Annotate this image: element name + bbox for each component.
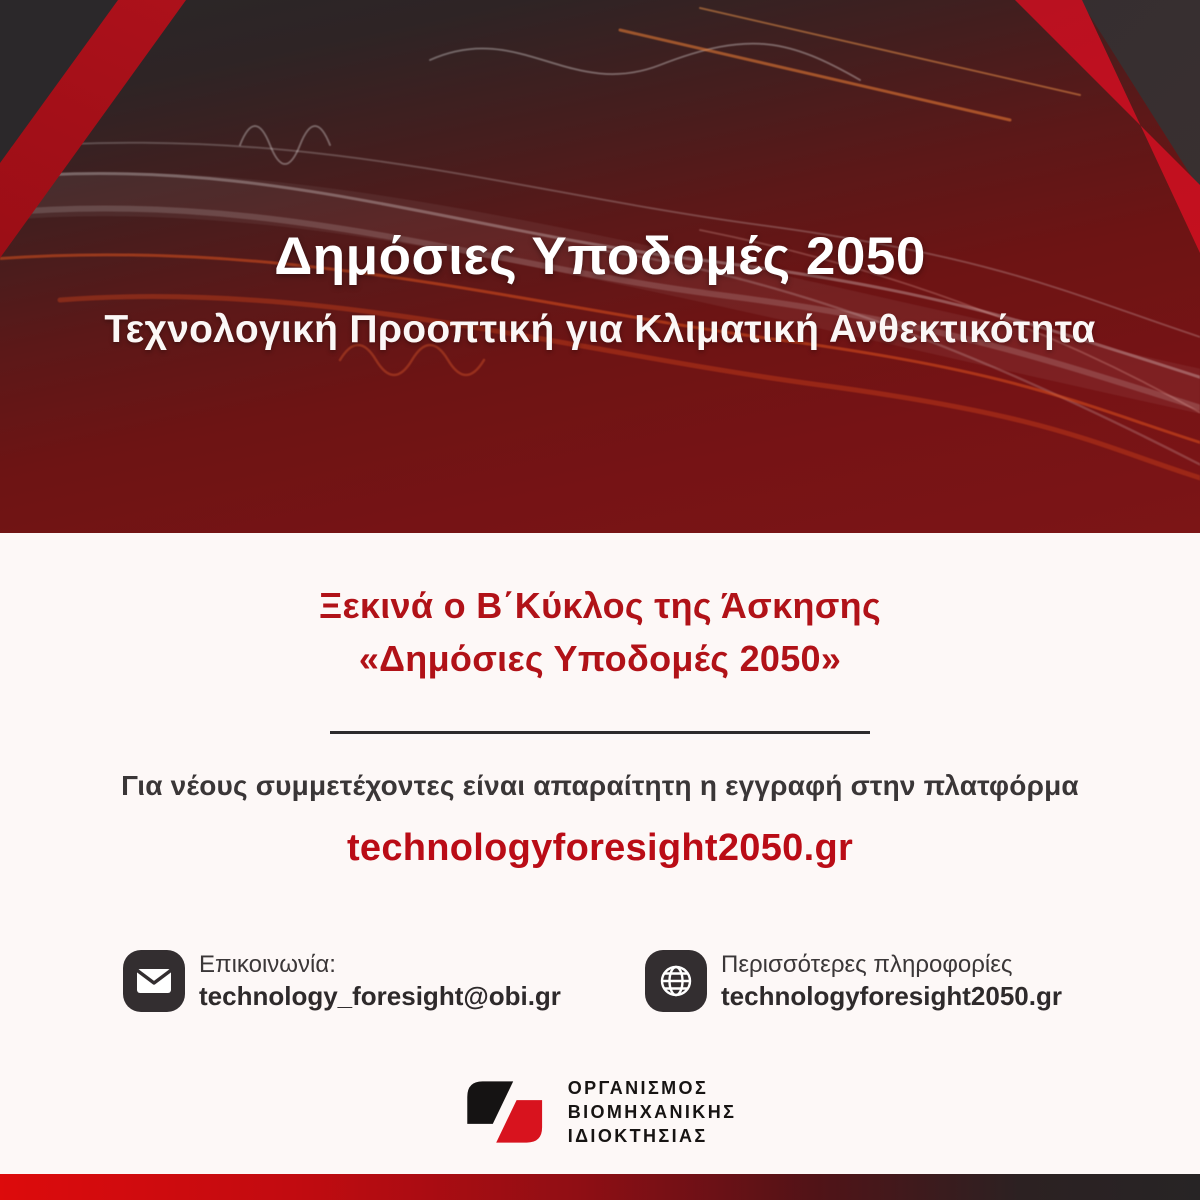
contact-email-text (199, 950, 561, 1012)
obi-logo-text-line1: ΟΡΓΑΝΙΣΜΟΣ (567, 1078, 709, 1098)
obi-logo-mark (464, 1078, 546, 1146)
contact-email-block (123, 950, 561, 1012)
obi-logo-text-line3: ΙΔΙΟΚΤΗΣΙΑΣ (567, 1126, 708, 1146)
contact-website-label: Περισσότερες πληροφορίες (721, 951, 1013, 978)
announcement-heading (0, 579, 1200, 685)
announcement-line2: «Δημόσιες Υποδομές 2050» (358, 638, 842, 679)
contact-email-label: Επικοινωνία: (199, 951, 336, 978)
obi-logo-text (568, 1076, 737, 1148)
announcement-line1: Ξεκινά ο Β΄Κύκλος της Άσκησης (319, 585, 881, 626)
hero-subtitle: Τεχνολογική Προοπτική για Κλιματική Ανθεκτικότητα (104, 308, 1096, 351)
contact-website-value[interactable]: technologyforesight2050.gr (721, 981, 1062, 1011)
hero-title: Δημόσιες Υποδομές 2050 (274, 227, 926, 286)
contact-email-value[interactable]: technology_foresight@obi.gr (199, 981, 561, 1011)
obi-logo-text-line2: ΒΙΟΜΗΧΑΝΙΚΗΣ (567, 1102, 737, 1122)
globe-icon (645, 950, 707, 1012)
bottom-accent-bar (0, 1174, 1200, 1200)
hero-banner (0, 0, 1200, 533)
contact-website-text (721, 950, 1062, 1012)
divider-line (330, 731, 870, 734)
contact-website-block (645, 950, 1062, 1012)
envelope-icon (123, 950, 185, 1012)
platform-url-link[interactable]: technologyforesight2050.gr (346, 827, 854, 869)
obi-logo (464, 1076, 737, 1148)
registration-note: Για νέους συμμετέχοντες είναι απαραίτητη η εγγραφή στην πλατφόρμα (121, 770, 1079, 801)
